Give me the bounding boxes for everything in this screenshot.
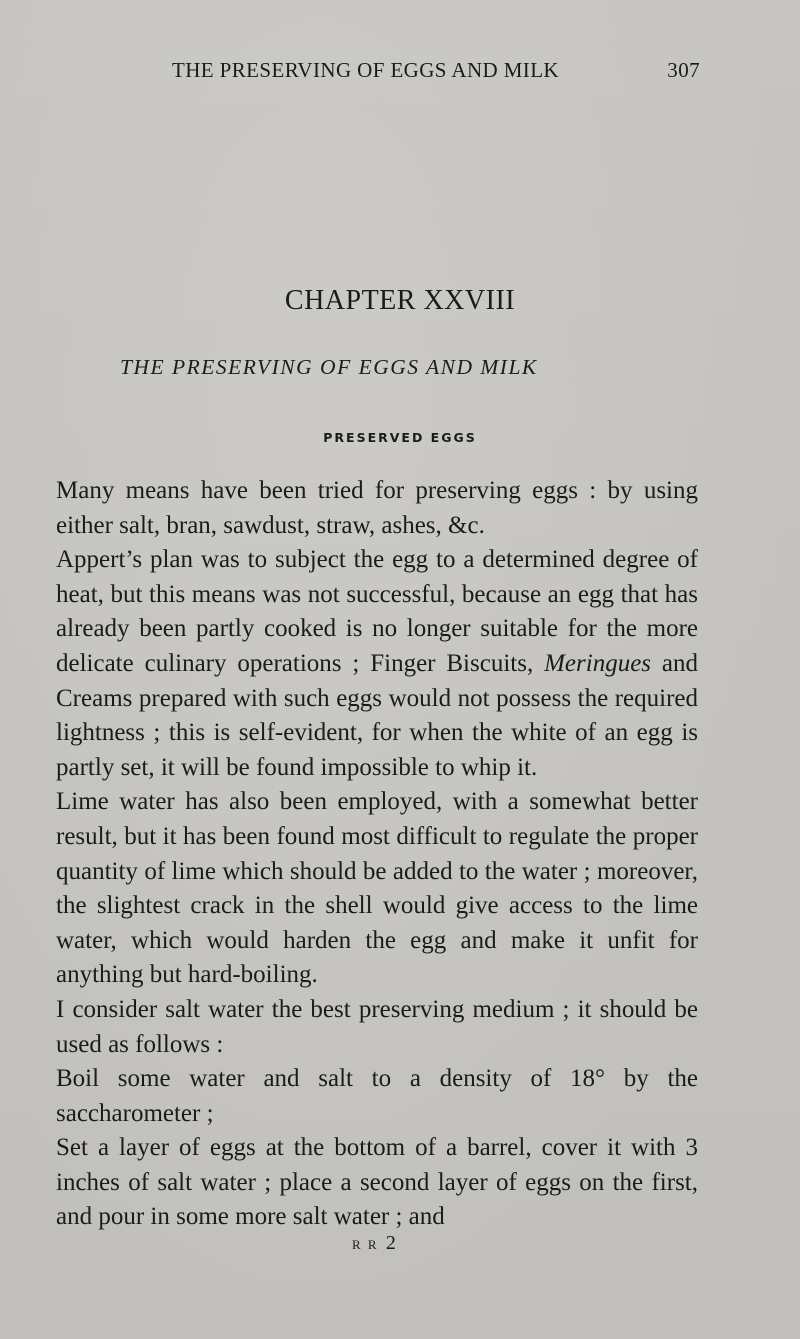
paragraph-1: Many means have been tried for preserving eggs : by using either salt, bran, sawdust, straw, ashes, &c.	[56, 477, 698, 539]
signature-letters: R R	[352, 1237, 379, 1252]
running-title: THE PRESERVING OF EGGS AND MILK	[172, 58, 559, 82]
running-head	[110, 58, 700, 88]
signature-mark	[352, 1232, 396, 1255]
paragraph-3: Lime water has also been employed, with a somewhat better result, but it has been found most difficult to regulate the proper quantity of lime which should be added to the water ; moreover, the slightest crack in the shell would give access to the lime water, which would harden the egg and make it unfit for anything but hard-boiling.	[56, 788, 698, 989]
paragraph-4: I consider salt water the best preserving medium ; it should be used as follows :	[56, 995, 698, 1058]
section-heading: PRESERVED EGGS	[323, 430, 477, 445]
page-number: 307	[667, 58, 700, 82]
italic-meringues: Meringues	[544, 649, 652, 677]
chapter-heading: CHAPTER XXVIII	[284, 285, 516, 316]
paragraph-2-start: Appert’s plan was to subject the egg to a determined degree of heat, but this means was not successful, because an egg that has already been partly cooked is no longer suitable for the more delicate culinary operations ; Finger Biscuits,	[56, 546, 698, 677]
paragraph-2-end: and Creams prepared with such eggs would not possess the required lightness ; this is self-evident, for when the white of an egg is partly set, it will be found impossible to whip it.	[56, 649, 699, 781]
paragraph-5: Boil some water and salt to a density of 18° by the saccharometer ;	[56, 1065, 698, 1127]
body-text	[56, 474, 698, 1235]
chapter-subtitle: THE PRESERVING OF EGGS AND MILK	[120, 355, 538, 379]
paragraph-2	[56, 543, 698, 785]
paragraph-6: Set a layer of eggs at the bottom of a barrel, cover it with 3 inches of salt water ; place a second layer of eggs on the first, and pour in some more salt water ; and	[56, 1134, 698, 1231]
signature-number: 2	[385, 1232, 396, 1254]
